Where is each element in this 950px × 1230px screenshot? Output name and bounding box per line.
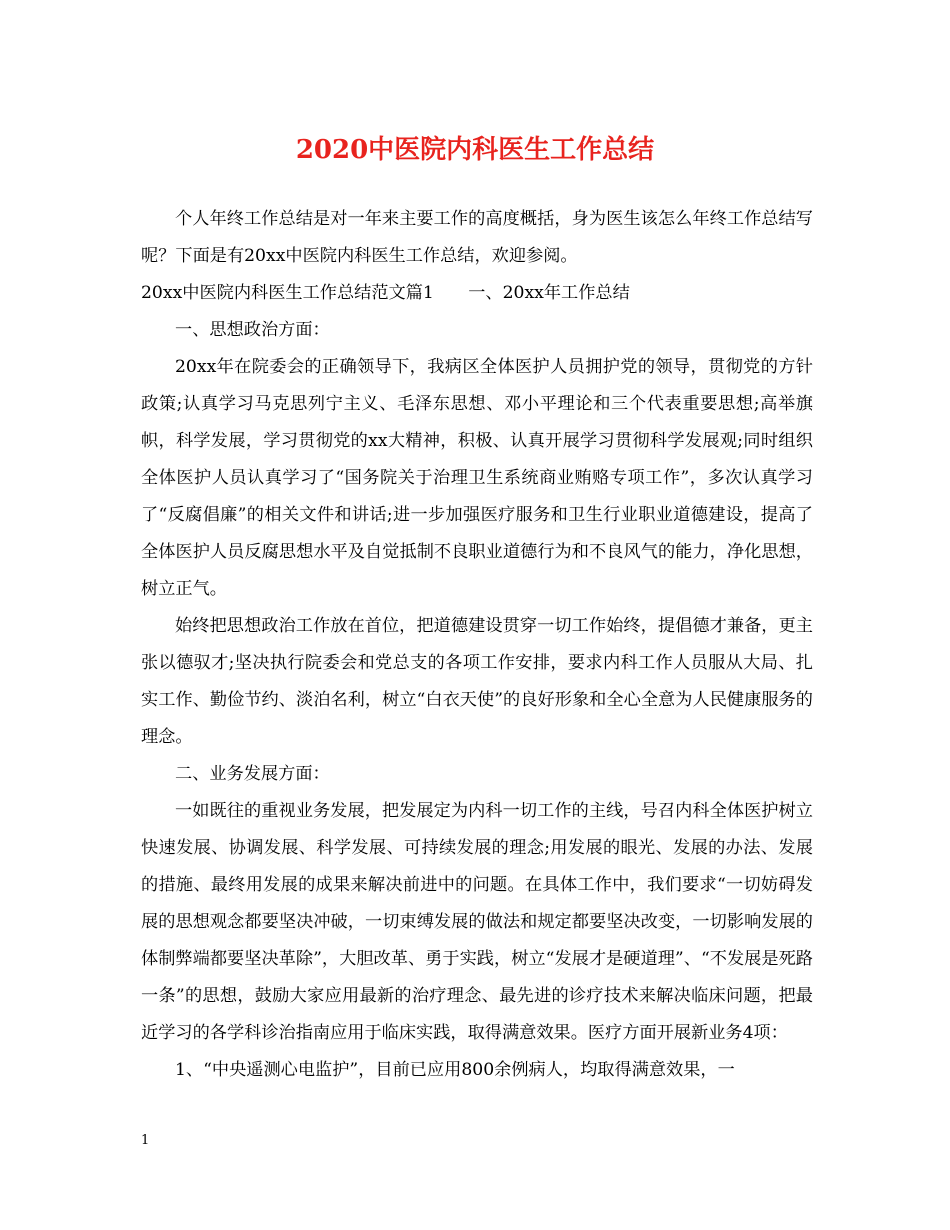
paragraph: 1、“中央遥测心电监护”，目前已应用800余例病人，均取得满意效果，一 [175, 1060, 735, 1080]
document-body [141, 201, 813, 1089]
paragraph: 始终把思想政治工作放在首位，把道德建设贯穿一切工作始终，提倡德才兼备，更主张以德驭才;坚决执行院委会和党总支的各项工作安排，要求内科工作人员服从大局、扎实工作、勤俭节约、淡泊名利，树立“白衣天使”的良好形象和全心全意为人民健康服务的理念。 [141, 616, 813, 747]
paragraph: 个人年终工作总结是对一年来主要工作的高度概括，身为医生该怎么年终工作总结写呢？下面是有20xx中医院内科医生工作总结，欢迎参阅。 [141, 209, 813, 266]
page-number: 1 [141, 1133, 150, 1148]
section-heading: 二、业务发展方面： [175, 764, 330, 784]
paragraph: 一如既往的重视业务发展，把发展定为内科一切工作的主线，号召内科全体医护树立快速发展、协调发展、科学发展、可持续发展的理念;用发展的眼光、发展的办法、发展的措施、最终用发展的成果来解决前进中的问题。在具体工作中，我们要求“一切妨碍发展的思想观念都要坚决冲破，一切束缚发展的做法和规定都要坚决改变，一切影响发展的体制弊端都要坚决革除”，大胆改革、勇于实践，树立“发展才是硬道理”、“不发展是死路一条”的思想，鼓励大家应用最新的治疗理念、最先进的诊疗技术来解决临床问题，把最近学习的各学科诊治指南应用于临床实践，取得满意效果。医疗方面开展新业务4项： [141, 801, 813, 1043]
paragraph: 20xx中医院内科医生工作总结范文篇1 一、20xx年工作总结 [141, 283, 630, 303]
paragraph: 20xx年在院委会的正确领导下，我病区全体医护人员拥护党的领导，贯彻党的方针政策;认真学习马克思列宁主义、毛泽东思想、邓小平理论和三个代表重要思想;高举旗帜，科学发展，学习贯彻党的xx大精神，积极、认真开展学习贯彻科学发展观;同时组织全体医护人员认真学习了“国务院关于治理卫生系统商业贿赂专项工作”，多次认真学习了“反腐倡廉”的相关文件和讲话;进一步加强医疗服务和卫生行业职业道德建设，提高了全体医护人员反腐思想水平及自觉抵制不良职业道德行为和不良风气的能力，净化思想，树立正气。 [141, 357, 813, 599]
section-heading: 一、思想政治方面： [175, 320, 330, 340]
document-title: 2020中医院内科医生工作总结 [295, 135, 655, 165]
